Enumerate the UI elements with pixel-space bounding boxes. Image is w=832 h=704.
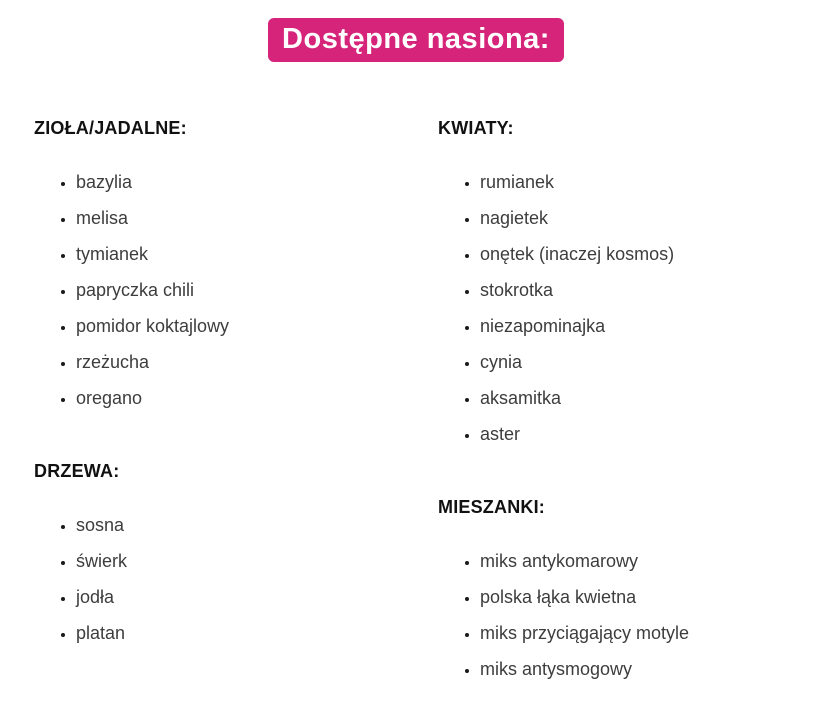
- list-item: • tymianek: [76, 243, 394, 265]
- section-heading-trees: DRZEWA:: [34, 461, 120, 481]
- list-item: • onętek (inaczej kosmos): [480, 243, 798, 265]
- column-left: [34, 118, 394, 694]
- section-heading-flowers: KWIATY:: [438, 118, 514, 138]
- list-item: • polska łąka kwietna: [480, 586, 798, 608]
- section-heading-mixes: MIESZANKI:: [438, 497, 545, 517]
- section-herbs: [34, 118, 394, 409]
- list-item: • miks przyciągający motyle: [480, 622, 798, 644]
- list-item: • oregano: [76, 387, 394, 409]
- list-item: • bazylia: [76, 171, 394, 193]
- list-item: • stokrotka: [480, 279, 798, 301]
- list-item: • nagietek: [480, 207, 798, 229]
- page-title-badge: Dostępne nasiona:: [268, 18, 564, 62]
- section-heading-herbs: ZIOŁA/JADALNE:: [34, 118, 187, 138]
- list-item: • melisa: [76, 207, 394, 229]
- section-trees: [34, 461, 394, 644]
- list-item: • świerk: [76, 550, 394, 572]
- columns-container: [0, 118, 832, 694]
- list-item: • papryczka chili: [76, 279, 394, 301]
- list-item: • pomidor koktajlowy: [76, 315, 394, 337]
- seed-list-herbs: [34, 171, 394, 409]
- list-item: • niezapominajka: [480, 315, 798, 337]
- section-mixes: [438, 497, 798, 680]
- list-item: • rzeżucha: [76, 351, 394, 373]
- list-item: • miks antykomarowy: [480, 550, 798, 572]
- list-item: • miks antysmogowy: [480, 658, 798, 680]
- title-badge-row: [0, 0, 832, 62]
- list-item: • rumianek: [480, 171, 798, 193]
- seed-list-flowers: [438, 171, 798, 445]
- list-item: • platan: [76, 622, 394, 644]
- seed-list-mixes: [438, 550, 798, 680]
- list-item: • aster: [480, 423, 798, 445]
- list-item: • jodła: [76, 586, 394, 608]
- list-item: • aksamitka: [480, 387, 798, 409]
- list-item: • cynia: [480, 351, 798, 373]
- column-right: [394, 118, 798, 694]
- section-flowers: [438, 118, 798, 445]
- seed-list-trees: [34, 514, 394, 644]
- list-item: • sosna: [76, 514, 394, 536]
